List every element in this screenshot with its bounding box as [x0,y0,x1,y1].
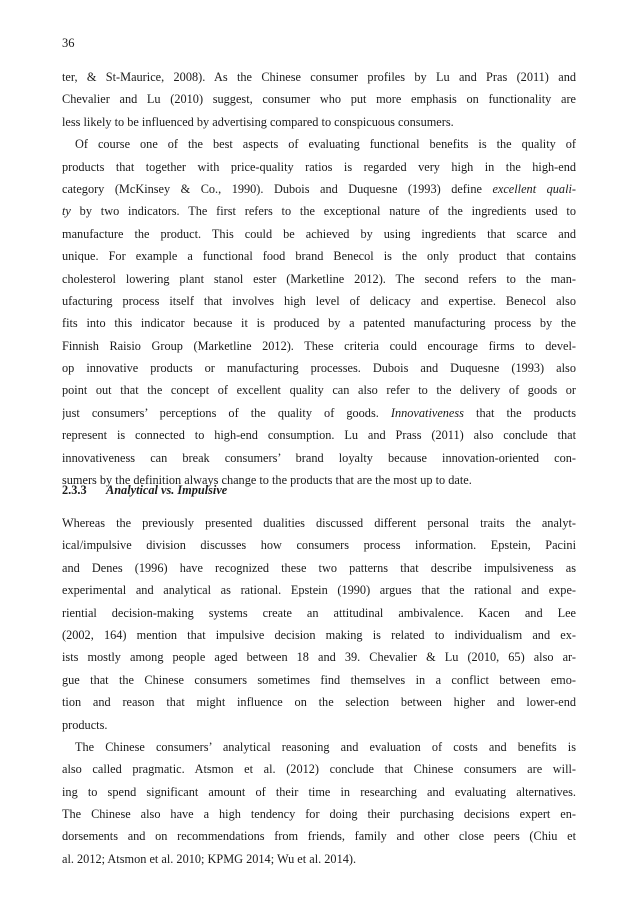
section-heading [62,479,227,501]
text-run: just consumers’ perceptions of the quality of goods. [62,405,391,420]
body-text-bottom [62,512,576,870]
text-line: manufacture the product. This could be achieved by using ingredients that scarce and [62,226,576,241]
text-line: sumers by the definition always change to the products that are the most up to date. [62,473,472,488]
text-line: unique. For example a functional food brand Benecol is the only product that contains [62,249,576,264]
emphasis-term: excellent quali- [492,181,576,196]
section-number: 2.3.3 [62,483,87,497]
text-line: products. [62,717,108,732]
text-line [62,178,576,200]
text-line: ufacturing process itself that involves high level of delicacy and expertise. Benecol also [62,293,576,308]
text-line: ter, & St-Maurice, 2008). As the Chinese consumer profiles by Lu and Pras (2011) and [62,70,576,84]
text-line: products that together with price-quality ratios is regarded very high in the high-end [62,159,576,174]
text-line: represent is connected to high-end consumption. Lu and Prass (2011) also conclude that [62,428,576,443]
text-line: riential decision-making systems create an attitudinal ambivalence. Kacen and Lee [62,605,576,620]
text-line [62,200,576,222]
text-line: cholesterol lowering plant stanol ester (Marketline 2012). The second refers to the man- [62,271,576,286]
text-line: less likely to be influenced by advertising compared to conspicuous consumers. [62,114,454,129]
text-line: point out that the concept of excellent quality can also refer to the delivery of goods or [62,383,576,398]
section-title: Analytical vs. Impulsive [106,483,228,497]
text-line [62,402,576,424]
text-line: dorsements and on recommendations from friends, family and other close peers (Chiu et [62,829,576,844]
text-line: Of course one of the best aspects of evaluating functional benefits is the quality of [75,137,576,152]
text-line: Chevalier and Lu (2010) suggest, consumer who put more emphasis on functionality are [62,92,576,107]
text-line: Whereas the previously presented dualities discussed different personal traits the analyt- [62,516,576,530]
emphasis-term: ty [62,204,71,219]
text-run: category (McKinsey & Co., 1990). Dubois and Duquesne (1993) define [62,181,493,196]
text-line: op innovative products or manufacturing processes. Dubois and Duquesne (1993) also [62,361,576,376]
text-line: tion and reason that might influence on the selection between higher and lower-end [62,695,576,710]
text-line: experimental and analytical as rational. Epstein (1990) argues that the rational and expe- [62,583,576,598]
text-line: ical/impulsive division discusses how consumers process information. Epstein, Pacini [62,538,576,553]
text-line: Finnish Raisio Group (Marketline 2012). These criteria could encourage firms to devel- [62,338,576,353]
text-run: by two indicators. The first refers to the exceptional nature of the ingredients used to [70,204,576,219]
text-line: and Denes (1996) have recognized these two patterns that describe impulsiveness as [62,560,576,575]
body-text-top [62,66,576,491]
text-line: innovativeness can break consumers’ brand loyalty because innovation-oriented con- [62,450,576,465]
text-line: ing to spend significant amount of their time in researching and evaluating alternatives. [62,784,576,799]
emphasis-term: Innovativeness [390,405,464,420]
text-line: fits into this indicator because it is produced by a patented manufacturing process by the [62,316,576,331]
text-line: ists mostly among people aged between 18 and 39. Chevalier & Lu (2010, 65) also ar- [62,650,576,665]
text-line: The Chinese also have a high tendency for doing their purchasing decisions expert en- [62,807,576,822]
text-line: (2002, 164) mention that impulsive decision making is related to individualism and ex- [62,627,576,642]
page-number: 36 [62,36,75,50]
text-line: gue that the Chinese consumers sometimes find themselves in a conflict between emo- [62,672,576,687]
text-line: al. 2012; Atsmon et al. 2010; KPMG 2014; Wu et al. 2014). [62,851,357,866]
text-run: that the products [463,405,576,420]
text-line: The Chinese consumers’ analytical reasoning and evaluation of costs and benefits is [75,739,576,754]
text-line: also called pragmatic. Atsmon et al. (2012) conclude that Chinese consumers are will- [62,762,576,777]
